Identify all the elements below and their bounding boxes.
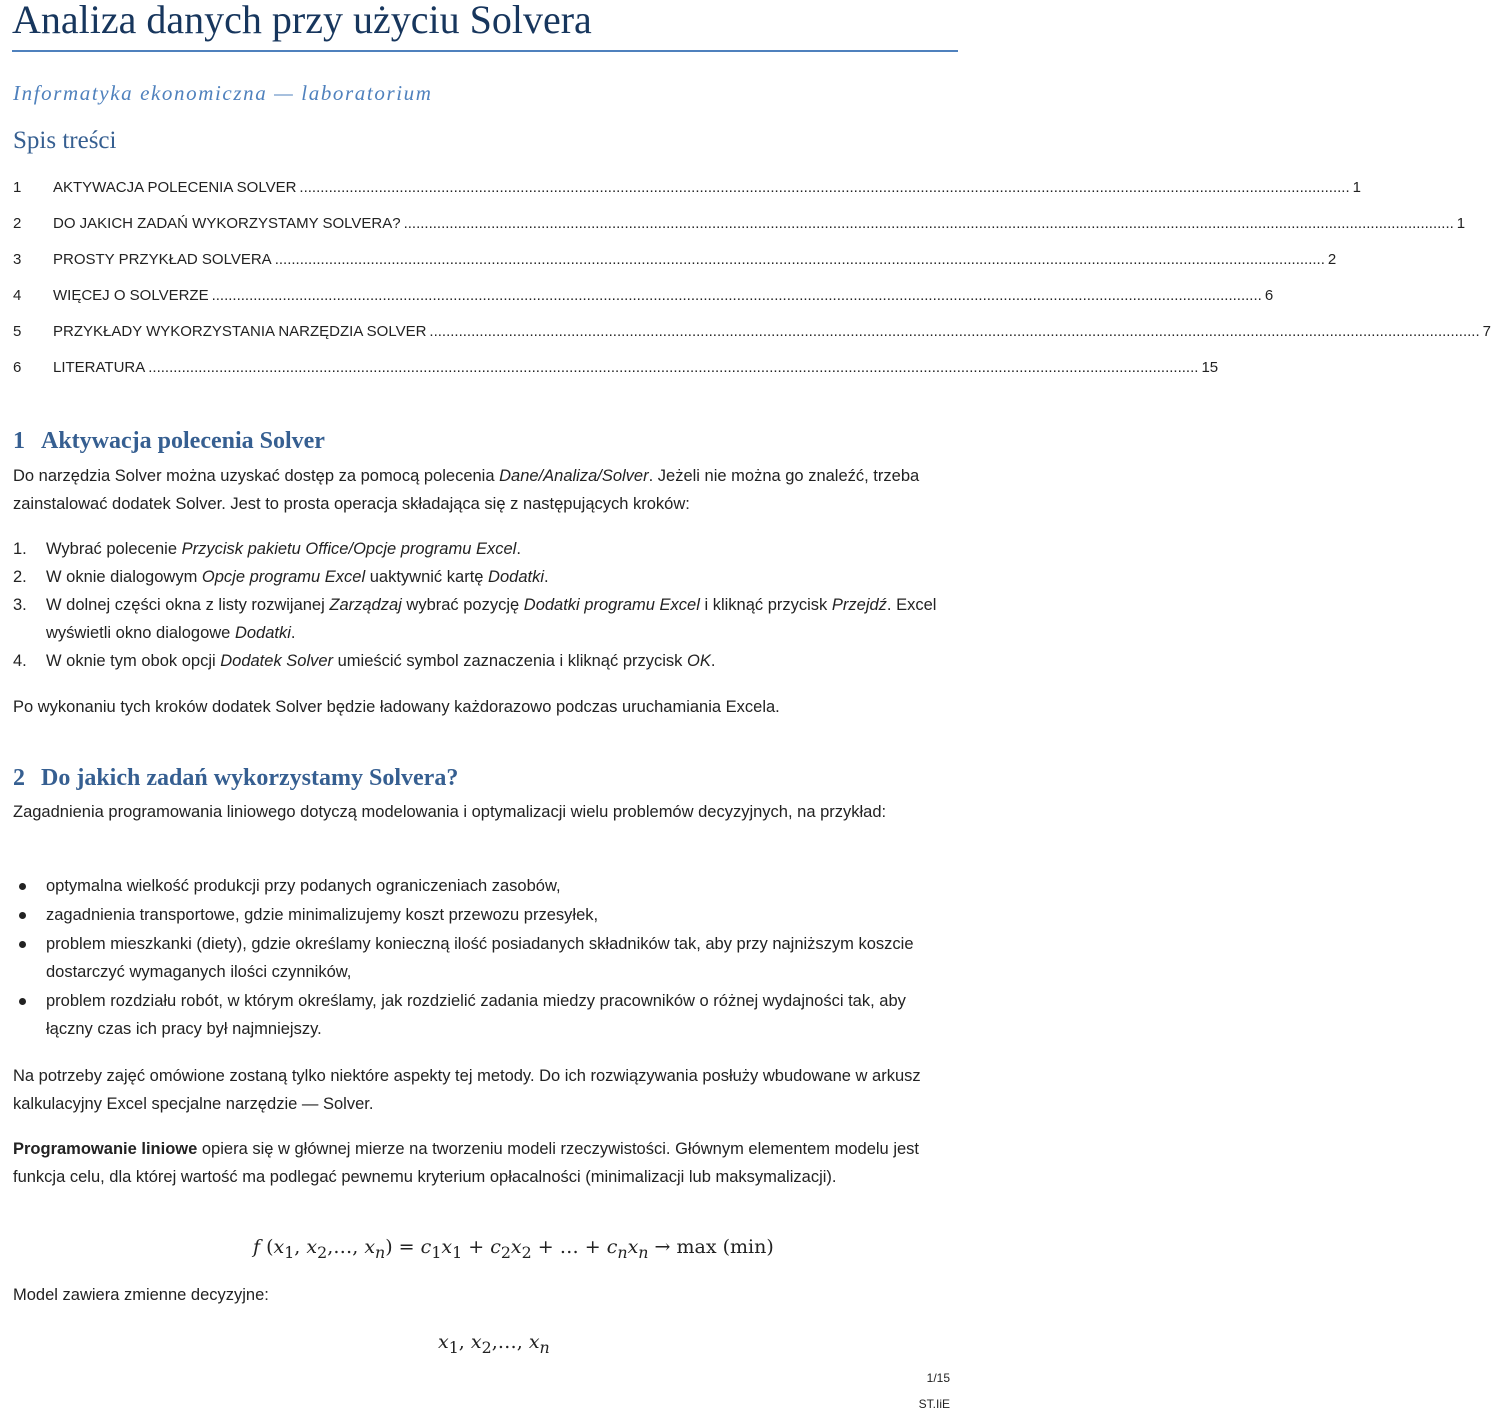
toc-entry-number: 4 [13,287,22,304]
toc-entry[interactable] [13,323,1491,347]
section-title: Do jakich zadań wykorzystamy Solvera? [41,765,459,791]
toc-entry-number: 2 [13,215,22,232]
toc-entry[interactable] [13,251,1337,275]
page-number: 1/15 [926,1371,950,1385]
paragraph: Programowanie liniowe opiera się w głównej mierze na tworzeniu modeli rzeczywistości. Głównym elementem modelu jest funkcja celu, dla której wartość ma podlegać pewnemu kryterium opłacalności (minimalizacji lub maksymalizacji). [13,1140,919,1186]
bullet-icon [19,883,26,890]
list-item: 2. W oknie dialogowym Opcje programu Excel uaktywnić kartę Dodatki. [13,563,948,591]
toc-entry[interactable] [13,215,1466,239]
footer-code: ST.IiE [918,1397,950,1411]
paragraph: Model zawiera zmienne decyzyjne: [13,1286,269,1304]
toc-heading: Spis treści [13,127,117,154]
paragraph: Zagadnienia programowania liniowego dotyczą modelowania i optymalizacji wielu problemów decyzyjnych, na przykład: [13,803,887,821]
bullet-icon [19,912,26,919]
toc-entry[interactable] [13,179,1361,203]
toc-entry-page: 15 [1201,359,1219,376]
section-number: 1 [13,428,25,454]
toc-leader-dots: ............................................................................................................................................................................................................................................................ [403,215,1454,232]
toc-leader-dots: ............................................................................................................................................................................................................................................................ [299,179,1350,196]
objective-function-formula: f ($x_1$, $x_2,\dots$, $x_n) = c_1x_1 + c_2x_2$ + … + $c_nx_n \to \max (\min)$ [253,1236,774,1262]
paragraph: Na potrzeby zajęć omówione zostaną tylko niektóre aspekty tej metody. Do ich rozwiązywania posłuży wbudowane w arkusz kalkulacyjny Excel specjalne narzędzie — Solver. [13,1067,921,1113]
list-item: 1. Wybrać polecenie Przycisk pakietu Office/Opcje programu Excel. [13,535,948,563]
bullet-icon [19,998,26,1005]
decision-variables-formula: $x_1$, $x_2,\dots$, $x_n$ [438,1331,550,1357]
section-title: Aktywacja polecenia Solver [41,428,325,454]
toc-entry-title: PRZYKŁADY WYKORZYSTANIA NARZĘDZIA SOLVER [53,323,427,340]
list-item: optymalna wielkość produkcji przy podanych ograniczeniach zasobów, [13,872,948,900]
document-title: Analiza danych przy użyciu Solvera [12,0,592,42]
toc-entry-page: 7 [1482,323,1491,340]
bullet-icon [19,941,26,948]
toc-entry-page: 1 [1352,179,1361,196]
toc-entry-page: 2 [1327,251,1337,268]
toc-entry-number: 5 [13,323,22,340]
toc-entry-title: DO JAKICH ZADAŃ WYKORZYSTAMY SOLVERA? [53,215,401,232]
title-underline [12,50,958,52]
paragraph: Po wykonaniu tych kroków dodatek Solver będzie ładowany każdorazowo podczas uruchamiania Excela. [13,698,780,716]
toc-entry-number: 1 [13,179,22,196]
step-number: 1. [13,540,27,558]
toc-entry-title: AKTYWACJA POLECENIA SOLVER [53,179,297,196]
step-number: 4. [13,652,27,670]
toc-entry-page: 6 [1264,287,1274,304]
toc-entry[interactable] [13,359,1219,383]
toc-leader-dots: ............................................................................................................................................................................................................................................................ [211,287,1262,304]
list-item: problem rozdziału robót, w którym określamy, jak rozdzielić zadania miedzy pracowników o różnej wydajności tak, aby łączny czas ich pracy był najmniejszy. [13,987,948,1043]
list-item: 3. W dolnej części okna z listy rozwijanej Zarządzaj wybrać pozycję Dodatki programu Excel i kliknąć przycisk Przejdź. Excel wyświetli okno dialogowe Dodatki. [13,591,948,647]
toc-entry-page: 1 [1456,215,1466,232]
paragraph: Do narzędzia Solver można uzyskać dostęp za pomocą polecenia Dane/Analiza/Solver. Jeżeli nie można go znaleźć, trzeba zainstalować dodatek Solver. Jest to prosta operacja składająca się z następujących kroków: [13,467,920,513]
step-number: 2. [13,568,27,586]
toc-entry-title: PROSTY PRZYKŁAD SOLVERA [53,251,272,268]
section-heading [13,428,325,455]
toc-entry[interactable] [13,287,1274,311]
list-item: zagadnienia transportowe, gdzie minimalizujemy koszt przewozu przesyłek, [13,901,948,929]
toc-leader-dots: ............................................................................................................................................................................................................................................................ [274,251,1325,268]
toc-leader-dots: ............................................................................................................................................................................................................................................................ [148,359,1199,376]
section-heading [13,765,458,792]
bold-term: Programowanie liniowe [13,1140,198,1158]
toc-entry-number: 3 [13,251,22,268]
document-subtitle: Informatyka ekonomiczna — laboratorium [13,81,433,105]
toc-entry-title: WIĘCEJ O SOLVERZE [53,287,209,304]
toc-entry-title: LITERATURA [53,359,146,376]
section-number: 2 [13,765,25,791]
list-item: 4. W oknie tym obok opcji Dodatek Solver umieścić symbol zaznaczenia i kliknąć przycisk OK. [13,647,948,675]
list-item: problem mieszkanki (diety), gdzie określamy konieczną ilość posiadanych składników tak, aby przy najniższym koszcie dostarczyć wymaganych ilości czynników, [13,930,948,986]
toc-entry-number: 6 [13,359,22,376]
step-number: 3. [13,596,27,614]
toc-leader-dots: ............................................................................................................................................................................................................................................................ [429,323,1480,340]
